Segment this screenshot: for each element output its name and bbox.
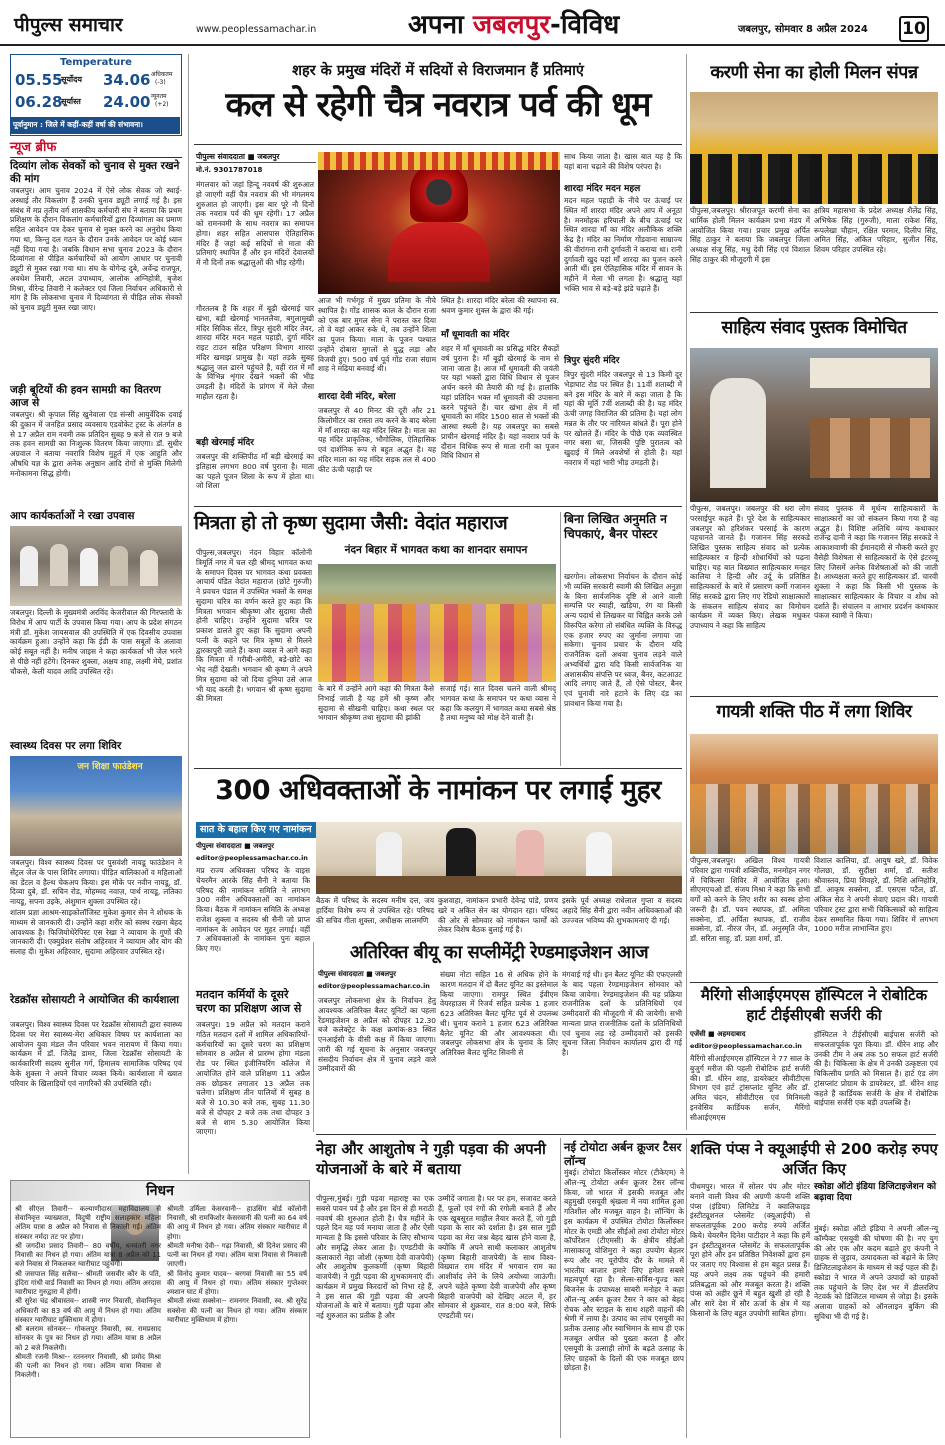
news-brief-label: न्यूज ब्रीफ [10,140,57,155]
book-launch-photo [690,348,938,502]
section-suffix: -विविध [550,10,620,40]
mitrata-text: पीपुल्स,जबलपुर। नंदन विहार कॉलोनी त्रिमूर्ति नगर में चल रही श्रीमद् भागवत कथा के समापन दिवस पर भागवत कथा प्रवक्ता आचार्य पंडित वेदांत महाराज (छोटे गुरुजी) ने प्रवचन पंडाल में उपस्थित भक्तों के समक्ष सुदामा चरित्र का वर्णन करते हुए कहा कि मित्रता भगवान श्रीकृष्ण और सुदामा जैसी होनी चाहिए। उन्होंने सुदामा चरित्र पर प्रकाश डालते हुए कहा कि सुदामा अपनी पत्नी के कहने पर मित्र कृष्ण से मिलने द्वारकापुरी जाते हैं। कथा व्यास ने आगे कहा कि मित्रता में गरीबी-अमीरी, बड़े-छोटे का भेद नहीं देखती। भगवान श्री कृष्ण ने अपने मित्र सुदामा को जो दिया दुनिया उसे आज भी याद करती है। भगवान श्री कृष्ण सुदामा की मित्रता [196,548,312,704]
bu-text-2: संख्या नोटा सहित 16 से अधिक होने के कारण मतदान में दो बैलट यूनिट का इस्तेमाल किया जाएगा। रामपुर स्थित ईवीएम वेयरहाउस में रिजर्व सहित प्रत्येक 1 हजार 623 अतिरिक्त बैलट यूनिट पूर्व से उपलब्ध थी। चुनाव कराने 1 हजार 623 अतिरिक्त बैलेट यूनिट की और आवश्यकता थी। जबलपुर लोकसभा क्षेत्र के चुनाव के लिए अतिरिक्त बैलट यूनिट सिवनी से [440,970,558,1058]
sunset-time: 06.28 [15,93,63,111]
advocates-text: मप्र राज्य अधिवक्ता परिषद के वाइस चेयरमैन आरके सिंह सैनी ने बताया कि परिषद की नामांकन समिति ने लगभग 300 नवीन अधिवक्ताओं का नामांकन किया। बैठक में नामांकन समिति के अध्यक्ष राजेश शुक्ला व सदस्य श्री सैनी जो प्राप्त नामांकन के आवेदन पर मुहर लगाई। वहीं 7 अधिवक्ताओं के नामांकन पुनः बहाल किए गए। [196,866,310,954]
main-col1-a: मंगलवार को जहां हिन्दू नववर्ष की शुरुआत हो जाएगी वहीं चैत्र नवरात्र की भी मंगलमय शुरुआत हो जाएगी। इस बार पूरे नौ दिनों तक नवरात्र पर्व की धूम रहेगी। 17 अप्रैल को रामनवमी के साथ नवरात्र का समापन होगा। शहर सहित आसपास ऐतिहासिक मंदिर हैं जहां कई सदियों से माता की प्रतिमाएं स्थापित हैं और इन मंदिरों देवालयों में नौ दिनों तक श्रद्धालुओं की भीड़ रहेगी। [196,180,314,268]
brief-1-title: दिव्यांग लोक सेवकों को चुनाव से मुक्त रखने की मांग [10,160,180,185]
website[interactable]: www.peoplessamachar.in [196,24,317,35]
brief-6-title: रेडक्रॉस सोसायटी ने आयोजित की कार्यशाला [10,994,180,1006]
training-text: जबलपुर। 19 अप्रैल को मतदान कराने गठित मतदान दलों में शामिल अधिकारियों-कर्मचारियों का दूसरे चरण का प्रशिक्षण सोमवार 8 अप्रैल से प्रारम्भ होगा मंडला रोड पर स्थित इंजीनियरिंग कॉलेज में आयोजित होने वाले प्रशिक्षण 11 अप्रैल तक छोड़कर लगातार 13 अप्रैल तक चलेगा। प्रशिक्षण तीन पालियों में सुबह 8 बजे से 10.30 बजे तक, सुबह 11.30 बजे से दोपहर 2 बजे तक तथा दोपहर 3 बजे से शाम 5.30 आयोजित किया जाएगा। [196,1020,310,1137]
main-sub-3: माँ धूमावती का मंदिर [441,330,510,340]
goddess-caption: आज भी गर्भगृह में मुख्य प्रतिमा के नीचे स्थापित है। गोंड शासक काल के दौरान राजा को एक बार मुगल सेना ने परास्त कर दिया तो वे यहां आकर रुके थे, तब उन्होंने शिला का पूजन किया। माता के पूजन पश्चात उन्होंने दोबारा मुगलों से युद्ध लड़ा और विजयी हुए। 500 वर्ष पूर्व गोंड राजा संग्राम शाह ने मढ़िया बनवाई थी। [318,296,436,374]
section-city: जबलपुर [472,10,551,40]
max-label: अधिकतम [151,71,173,78]
main-col4-c: त्रिपुर सुंदरी मंदिर जबलपुर से 13 किमी दूर भेड़ाघाट रोड पर स्थित है। 11वीं शताब्दी में बने इस मंदिर के बारे में कहा जाता है कि यहां की मूर्ति 7वीं शताब्दी की है। यह मंदिर ऊंची जगह विराजित की प्रतिमा है। यहां लोग मन्नत के तौर पर नारियल बांधते हैं। पूरा होने पर खोलते हैं। मंदिर के पीछे एक व्यवस्थित नगर बसा था, जिसकी पुष्टि पुरातत्व को खुदाई में मिले अवशेषों से होती है। यहां नवरात्र में यहां भारी भीड़ उमड़ती है। [564,370,682,467]
bu-text-1: जबलपुर लोकसभा क्षेत्र के निर्वाचन हेतु आवश्यक अतिरिक्त बैलट यूनिटों का पहला रेंडमाइजेशन 8 अप्रैल को दोपहर 12.30 बजे कलेक्ट्रेट के कक्ष क्रमांक-83 स्थित एनआईसी के वीसी कक्ष में किया जाएगा। जारी की गई सूचना के अनुसार जबलपुर संसदीय निर्वाचन क्षेत्र में चुनाव लड़ने वाले उम्मीदवारों की [318,996,436,1074]
skoda-text: मुंबई। स्कोडा ऑटो इंडिया ने अपनी ऑल-न्यू कॉम्पैक्ट एसयूवी की घोषणा की है। नए युग की ओर एक और कदम बढ़ाते हुए कंपनी ने ग्राहक से जुड़ाव, उत्पादकता को बढ़ाने के लिए डिजिटलाइजेशन के माध्यम से कई पहल की हैं। स्कोडा ने भारत में अपने उत्पादों को ग्राहकों तक पहुंचाने के लिए देश भर में डीलरशिप नेटवर्क को डिजिटल माध्यम से जोड़ा है। इसके अलावा ग्राहकों को ऑनलाइन बुकिंग की सुविधा भी दी गई है। [814,1224,938,1321]
mitrata-cap-1: के बारे में उन्होंने आगे कहा की मित्रता कैसे निभाई जाती है यह हमें श्री कृष्ण और सुदामा से सीखनी चाहिए। कथा स्थल पर भगवान श्रीकृष्ण तथा सुदामा की झांकी [318,684,434,723]
advocates-photo [316,822,682,894]
main-byline: पीपुल्स संवाददाता ■ जबलपुर [196,152,316,163]
advocates-byline: पीपुल्स संवाददाता ■ जबलपुर [196,842,274,850]
mitrata-headline: मित्रता हो तो कृष्ण सुदामा जैसी: वेदांत महाराज [194,512,508,534]
forecast-strip: पूर्वानुमान : जिले में कहीं-कहीं वर्षा की संभावना। [11,117,180,134]
min-diff: (+2) [155,101,169,108]
marengo-text-1: मैरिंगो सीआईएमएस हॉस्पिटल ने 77 साल के बुजुर्ग मरीज की पहली रोबोटिक हार्ट सर्जरी की। डॉ. धीरेन शाह, डायरेक्टर सीवीटीएस विभाग एवं हार्ट ट्रांसप्लांट यूनिट और डॉ. अमित चंदन, सीवीटीएस एवं मिनिमली इनवेसिव कार्डियक सर्जन, मैरिंगो सीआईएमएस [690,1054,810,1122]
karni-text: क्षत्रिय महासभा के प्रदेश अध्यक्ष शैलेंद्र सिंह, अभिषेक सिंह (गुरुजी), माला राकेश सिंह, रूपलेखा चौहान, रक्षित परमार, दिलीप सिंह, अमित सिंह, अंकित परिहार, सुजीत सिंह, शिवम परिहार उपस्थित रहे। [814,206,938,255]
max-temp: 34.06 [103,71,151,89]
obituary-header [11,1181,309,1201]
bu-headline: अतिरिक्त बीयू का सप्लीमेंट्री रेण्डमाइजेशन आज [349,942,649,963]
main-col4-a: साथ किया जाता है। खास बात यह है कि यहां बाना चढ़ाने की विशेष परंपरा है। [564,152,682,171]
divider [316,1134,936,1135]
obituary-title: निधन [146,1183,174,1199]
goddess-photo [318,152,560,294]
advocates-cap-2: कुशवाहा, नामांकन प्रभारी देवेन्द्र पांडे, प्रणय खरे व अकित सेन का योगदान रहा। परिषद की ओर से सोमवार को नामांकन फार्मों को लेकर विशेष बैठक बुलाई गई है। [438,896,558,935]
training-headline: मतदान कर्मियों के दूसरे चरण का प्रशिक्षण आज से [196,988,302,1016]
brief-4-title: स्वास्थ्य दिवस पर लगा शिविर [10,740,122,752]
obituary-col-1: श्री सीएल तिवारी-- कल्याणीदास महाविद्यालय से सेवानिवृत्त व्याख्याता, विदुषी राष्ट्रीय सलाहकार महिला अंतिम यात्रा 8 अप्रैल को निवास से निकाली गई। अंतिम संस्कार नर्मदा तट पर होगा। श्री जगदीश प्रसाद तिवारी-- 80 वर्षीय, धनवंतरी नगर निवासी का निधन हो गया। अंतिम यात्रा 8 अप्रैल को 11 बजे निवास से निकलकर ग्वारीघाट पहुंचेगी। श्री जसपाल सिंह सलैचा-- श्रीमती जसवीर कौर के पति, इंदिरा गांधी वार्ड निवासी का निधन हो गया। अंतिम अरदास ग्वारीघाट गुरुद्वारा में होगी। श्री सुरेश चंद्र श्रीवास्तव-- शास्त्री नगर निवासी, सेवानिवृत्त अधिकारी का 83 वर्ष की आयु में निधन हो गया। अंतिम संस्कार ग्वारीघाट मुक्तिधाम में होगा। श्री बलराम सोनकर-- गोकलपुर निवासी, स्व. रामप्रसाद सोनकर के पुत्र का निधन हो गया। अंतिम यात्रा 8 अप्रैल को 2 बजे निकलेगी। श्रीमती रजनी मिश्रा-- रतननगर निवासी, श्री प्रमोद मिश्रा की पत्नी का निधन हो गया। अंतिम यात्रा निवास से निकलेगी। [15,1205,161,1380]
health-camp-photo [10,756,182,856]
issue-date: जबलपुर, सोमवार 8 अप्रैल 2024 [738,24,868,35]
main-col4-b: मदन महल पहाड़ी के नीचे पर ऊंचाई पर स्थित माँ शारदा मंदिर अपने आप में अनूठा है। मनमोहक हरियाली के बीच ऊंचाई पर स्थित शारदा माँ का मंदिर अलौकिक शक्ति केंद्र है। मंदिर का निर्माण गोंडवाना साम्राज्य की वीरांगना रानी दुर्गावती ने कराया था। रानी दुर्गावती खुद यहां माँ शारदा का पूजन करने आती थीं। इस ऐतिहासिक मंदिर में सावन के महीने में मेला भी लगता है। श्रद्धालु यहां भक्ति भाव से बड़े-बड़े झंडे चढ़ाते हैं। [564,196,682,293]
main-col3-b: शहर में माँ धूमावती का प्रसिद्ध मंदिर सैकड़ों वर्ष पुराना है। माँ बूढ़ी खेरमाई के नाम से जाना जाता है। आज माँ धूमावती की जयंती पर यहां भक्तों द्वारा विधि विधान से पूजन अर्चन करने की तैयारी की गई है। हालांकि यहां प्रतिदिन भक्त माँ धूमावती की उपासना करने पहुंचते हैं। चार खंभा क्षेत्र में माँ धूमावती का मंदिर 1500 साल से भक्तों की आस्था स्थली है। यह जबलपुर का सबसे प्राचीन खेरमाई मंदिर है। यहां नवरात्र पर्व के दौरान विधिक रूप से माता रानी का पूजन विधि विधान से [441,344,559,461]
sahitya-headline: साहित्य संवाद पुस्तक विमोचित [721,318,907,338]
main-sub-2: शारदा देवी मंदिर, बरेला [318,392,396,402]
advocates-headline: 300 अधिवक्ताओं के नामांकन पर लगाई मुहर [215,775,661,806]
sahitya-caption: पीपुल्स, जबलपुर। जबलपुर की धरा लोग परसाईपुर कहते हैं। पूरे देश के साहित्यकार जबलपुर को हरिशंकर परसाई के कारण पहचानते जानते हैं। गजानन सिंह सरकडे लिखित पुस्तक साहित्य संवाद को प्रत्येक साहित्यकार व हिन्दी शोधार्थियों को पढ़ना चाहिए। यह बात विख्यात साहित्यकार मनहर कालिया ने हिन्दी और उर्दू के प्रतिष्ठित साहित्यकारों के बारे में प्रसारण कर्मी गजानन सिंह सरकडे द्वारा लिए गए रेडियो साक्षात्कारों के संकलन साहित्य संवाद का विमोचन कार्यक्रम में व्यक्त किए। लेखक मधुकर उपाध्याय ने कहा कि साहित्य [690,504,810,631]
divider [313,942,314,1132]
bu-text-3: मंगवाई गई थी। इन बैलट यूनिट की एफएलसी के बाद पहला रेण्डमाइजेशन सोमवार को किया जायेगा। रेण्डमाइजेशन की यह प्रक्रिया राजनीतिक दलों के प्रतिनिधियों एवं उम्मीदवारों की मौजूदगी में की जायेगी। सभी मान्यता प्राप्त राजनीतिक दलों के प्रतिनिधियों एवं चुनाव लड़ रहे उम्मीदवारों को इसकी सूचना जिला निर्वाचन कार्यालय द्वारा दी गई है। [562,970,683,1058]
neha-text-1: पीपुल्स,मुंबई। गुड़ी पड़वा महाराष्ट्र का एक सबसे पावन पर्व है और इस दिन से ही मराठी नववर्ष की शुरुआत होती है। चैत्र महीने के पहले दिन यह पर्व मनाया जाता है और ऐसी मान्यता है कि इससे परिवार के लिए सौभाग्य और समृद्धि लेकर आता है। एण्डटीवी के कलाकारों नेहा जोशी (कृष्णा देवी वाजपेयी) और आशुतोष कुलकर्णी (कृष्ण बिहारी वाजपेयी) ने गुड़ी पड़वा की शुभकामनाएं दीं। कार्यक्रम में प्रमुख किरदारों को निभा रहे हैं, ने इस साल की गुड़ी पड़वा की अपनी योजनाओं के बारे में बताया। गुड़ी पड़वा और नई शुरुआत का प्रतीक है और [316,1194,434,1321]
gayatri-caption: पीपुल्स,जबलपुर। अखिल विश्व गायत्री परिवार द्वारा गायत्री शक्तिपीठ, मनमोहन नगर में चिकित्सा शिविर में आयोजित हुआ। सीएमएचओ डॉ. संजय मिश्रा ने कहा कि सभी वर्गों को करने के लिए शरीर का स्वस्थ होना जरूरी है। डॉ. पवन स्थापक, डॉ. अमिता सक्सेना, डॉ. अर्पिता स्थापक, डॉ. राजीव सक्सेना, डॉ. नीरज जैन, डॉ. अनुस्मृति जैन, डॉ. सरिता साहू, डॉ. प्रज्ञा शर्मा, डॉ. [690,856,810,944]
gayatri-text: विशाल कालिया, डॉ. आयुष खरे, डॉ. विवेक गोलछा, डॉ. सुदीक्षा शर्मा, डॉ. सतीश श्रीवास्तव, प्रिया शिवहरे, डॉ. निशि अग्निहोत्रि, डॉ. आकृष सक्सेना, डॉ. एसएस पटैल, डॉ. अंकित सेठ ने अपनी सेवाएं प्रदान की। गायत्री परिवार ट्रस्ट द्वारा सभी चिकित्सकों को साहित्य देकर सम्मानित किया गया। शिविर में लगभग 1000 मरीज लाभान्वित हुए। [814,856,938,934]
main-kicker: शहर के प्रमुख मंदिरों में सदियों से विराजमान हैं प्रतिमाएं [292,63,584,79]
shakti-text: पीथमपुर। भारत में सोलर पंप और मोटर बनाने वाली विश्व की अग्रणी कंपनी शक्ति पंप्स (इंडिया) लिमिटेड ने क्वालिफाइड इंस्टीट्यूशनल प्लेसमेंट (क्यूआईपी) से सफलतापूर्वक 200 करोड़ रुपये अर्जित किये। चेयरमैन दिनेश पाटीदार ने कहा कि हमें इन इंस्टीट्यूशनल प्लेसमेंट के सफलतापूर्वक पूरा होने और इन प्रतिष्ठित निवेशकों द्वारा हम पर जताए गए विश्वास से हम बहुत प्रसन्न हैं। यह अपने लक्ष्य तक पहुंचने की हमारी प्रतिबद्धता को और मजबूत करता है। शक्ति पंप्स को अहीर छूने में बहुत खुशी हो रही है और सारे देश में सौर ऊर्जा के क्षेत्र में यह किसानों के लिए बहुत उपयोगी साबित होगा। [690,1182,810,1318]
divider [10,157,182,158]
obituary-col-2: श्रीमती उर्मिला केसरवानी-- हाउसिंग बोर्ड कॉलोनी निवासी, श्री रामकिशोर केसरवानी की पत्नी का 64 वर्ष की आयु में निधन हो गया। अंतिम संस्कार ग्वारीघाट में होगा। श्रीमती मनीषा देवी-- गढ़ा निवासी, श्री दिनेश प्रसाद की पत्नी का निधन हो गया। अंतिम यात्रा निवास से निकाली जाएगी। श्री विनोद कुमार यादव-- बरगवां निवासी का 55 वर्ष की आयु में निधन हो गया। अंतिम संस्कार गुप्तेश्वर श्मशान घाट में होगा। श्रीमती संध्या सक्सेना-- रामनगर निवासी, स्व. श्री सुरेंद्र सक्सेना की पत्नी का निधन हो गया। अंतिम संस्कार ग्वारीघाट मुक्तिधाम में होगा। [167,1205,307,1324]
weather-box [10,54,182,136]
main-col2-b: जबलपुर से 40 मिनट की दूरी और 21 किलोमीटर का रास्ता तय करने के बाद बरेला में माँ शारदा का यह मंदिर स्थित है। माता का यह मंदिर प्राकृतिक, भौगोलिक, ऐतिहासिक एवं दार्शनिक रूप से बहुत अद्भुत है। यह मंदिर माता का यह मंदिर सड़क तल से 400 फीट ऊंची पहाड़ी पर [318,406,436,474]
marengo-email[interactable]: editor@peoplessamachar.co.in [690,1042,802,1050]
gayatri-camp-photo [690,734,938,854]
shakti-headline: शक्ति पंप्स ने क्यूआईपी से 200 करोड़ रुपए अर्जित किए [690,1140,938,1178]
neha-headline: नेहा और आशुतोष ने गुड़ी पड़वा की अपनी योजनाओं के बारे में बताया [316,1140,546,1178]
karni-caption: पीपुल्स,जबलपुर। श्रीराजपूत करणी सेना का धार्मिक होली मिलन कार्यक्रम प्रभा मंडप में आयोजित किया गया। प्रचार प्रमुख अर्पित सिंह ठाकुर ने बताया कि जबलपुर जिला अध्यक्ष संजू सिंह, मधु देवी सिंह एवं विशाल सिंह ठाकुर की मौजूदगी में इस [690,206,810,264]
section-prefix: अपना [408,10,473,40]
divider [686,54,687,1130]
marengo-headline: मैरिंगो सीआईएमएस हॉस्पिटल ने रोबोटिक हार्ट टीईसीएबी सर्जरी की [700,986,928,1024]
divider [560,512,561,766]
divider [194,144,682,145]
advocates-email[interactable]: editor@peoplessamachar.co.in [196,854,308,862]
divider [188,54,189,1174]
max-diff: (-3) [155,79,166,86]
page-number: 10 [899,16,929,42]
brief-6-text: जबलपुर। विश्व स्वास्थ्य दिवस पर रेडक्रॉस सोसायटी द्वारा स्वास्थ्य दिवस पर मेरा स्वास्थ्य-मेरा अधिकार विषय पर कार्यशाला का आयोजन युवा मंडल जैन परिवार भवन नारायण में किया गया। कार्यक्रम में डॉ. जितेंद्र डामर, जिला रेडक्रॉस सोसायटी के कार्यकारिणी सदस्य सुनील गर्ग, हिमालय सामाजिक परिषद एवं केके शुक्ला ने अपने विचार व्यक्त किये। कार्यशाला में ख्यात परिवार के खिलाड़ियों एवं नागरिकों की उपस्थिति रही। [10,1020,182,1088]
min-label: न्यूनतम [151,93,167,100]
weather-title: Temperature [60,57,132,68]
marengo-text-2: हॉस्पिटल ने टीईसीएबी बाईपास सर्जरी को सफलतापूर्वक पूरा किया। डॉ. धीरेन शाह और उनकी टीम ने अब तक 50 सफल हार्ट सर्जरी की है। चिकित्सा के क्षेत्र में उनकी उत्कृष्टता एवं चिकित्सीय प्रगति को मिसाल है। हार्ट एंड लंग ट्रांसप्लांट प्रोग्राम के डायरेक्टर, डॉ. धीरेन शाह कहते हैं कार्डियक सर्जरी के क्षेत्र में रोबोटिक बाईपास सर्जरी एक बड़ी उपलब्धि है। [814,1030,938,1108]
main-headline: कल से रहेगी चैत्र नवरात्र पर्व की धूम [225,85,651,125]
brief-2-text: जबलपुर। श्री कृपाल सिंह खुनेवाला एंड संन्सी आयुर्वेदिक दवाई की दुकान में जनहित प्रसाद व्यवसाय एडवोकेट ट्रस्ट के अंतर्गत 8 से 17 अप्रैल राम नवमी तक प्रतिदिन सुबह 9 बजे से रात 9 बजे तक हवन सामग्री का निःशुल्क वितरण किया जाएगा। डॉ. सुधीर अग्रवाल ने बताया नवरात्रि विशेष मुहूर्त में एक आहुति और औषधि यज्ञ के द्वारा अनेक अनुष्ठान आदि रोगों से मुक्ति मिलेगी मनोकामना सिद्ध होगी। [10,410,182,478]
binalikhit-headline: बिना लिखित अनुमति न चिपकाएं, बैनर पोस्टर [564,512,667,541]
masthead [0,0,945,46]
skoda-headline: स्कोडा ऑटो इंडिया डिजिटाइजेशन को बढ़ावा दिया [814,1182,937,1204]
advocates-cap-3: इसके पूर्व अध्यक्ष राधेलाल गुप्ता व सदस्य अहादे सिंह सैनी द्वारा नवीन अधिवक्ताओं की उज्ज्वल भविष्य की शुभकामनाएं दी गई। [562,896,682,925]
advocates-cap-1: बैठक में परिषद के सदस्य मनीष दत्त, जय हार्दिया विशेष रूप से उपस्थित रहे। परिषद की सचिव गीता शुक्ला, अधीक्षक लालमणि [316,896,434,925]
brief-2-title: जड़ी बूटियों की हवन सामग्री का वितरण आज से [10,384,161,409]
divider [690,982,938,983]
main-sub-1: बड़ी खेरमाई मंदिर [196,438,254,448]
sunrise-time: 05.55 [15,71,63,89]
brief-3-text: जबलपुर। दिल्ली के मुख्यमंत्री अरविंद केजरीवाल की गिरफ्तारी के विरोध में आप पार्टी के उपवास किया गया। आप के प्रदेश संगठन मंत्री डॉ. मुकेश जायसवाल की उपस्थिति में एक दिवसीय उपवास कार्यक्रम हुआ। उन्होंने कहा कि ईडी के पास सबूतों के अलावा कोई सबूत नहीं है। मनीष जाइस ने कहा कार्यकर्ता भी जेल भरने से पीछे नहीं हटेंगे। दिनकर शुक्ला, अक्षय शाह, लक्ष्मी मेघे, प्रशांत चौकसे, केली यादव आदि उपस्थित रहे। [10,608,182,676]
divider [690,312,938,313]
main-phone: मो.नं. 9301787018 [196,166,263,174]
toyota-text: मुंबई। टोयोटा किर्लोस्कर मोटर (टीकेएम) ने ऑल-न्यू टोयोटा अर्बन क्रूजर टैसर लॉन्च किया, जो भारत में इसकी मजबूत और बहुमुखी एसयूवी श्रृंखला में नया शामिल हुआ गतिशील और मजबूत वाहन है। लॉन्चिंग के इस कार्यक्रम में उपस्थित टोयोटा किर्लोस्कर मोटर के एमडी और सीईओ तथा टोयोटा मोटर कॉर्पोरेशन (टीएमसी) के क्षेत्रीय सीईओ मासाकाजू योशिमुरा ने कहा उपयोग बेहतर रूप और नए यूरोपीय दौर के मामले में भारतीय बाजार हमारे लिए हमेशा सबसे महत्वपूर्ण रहा है। सेल्स-सर्विस-यूज्ड कार बिजनेस के उपाध्यक्ष साबरी मनोहर ने कहा ऑल-न्यू अर्बन क्रूजर टैसर ने कार को बेहद रोचक और स्टाइल के साथ शहरी वाहनों की श्रेणी में लाया है। उत्पाद का लांच एसयूवी का प्रतीक उत्साह और स्वाभिमान के साथ ही एक मजबूत अपील को पुख्ता करता है और एसयूवी के उत्साही लोगों के बढ़ते उत्साह के लिए ग्राहकों के दिलों की एक मजबूत छाप छोड़ता है। [564,1168,684,1373]
divider [560,1138,561,1438]
bu-email[interactable]: editor@peoplessamachar.co.in [318,982,430,990]
main-sub-5: त्रिपुर सुंदरी मंदिर [564,356,620,366]
binalikhit-text: खरगोन। लोकसभा निर्वाचन के दौरान कोई भी व्यक्ति सरकारी स्वामी की लिखित अनुज्ञा के बिना सार्वजनिक दृष्टि से आने वाली सम्पत्ति पर स्याही, खड़िया, रंग या किसी अन्य पदार्थ से लिखकर या चिह्नित करके उसे विरूपित करेगा तो संबंधित व्यक्ति के विरुद्ध एक हजार रुपए का जुर्माना लगाया जा सकेगा। चुनाव प्रचार के दौरान यदि राजनैतिक दलों अथवा चुनाव लड़ने वाले अभ्यर्थियों द्वारा यदि किसी सार्वजनिक या अशासकीय संपत्ति पर ध्वज, बैनर, कटआउट आदि लगाए जाते हैं, तो ऐसे पोस्टर, बैनर एवं चुनावी नारे हटाने के लिए दंड का प्रावधान किया गया है। [564,572,682,708]
neha-text-2: उम्मीदें जगाता है। घर पर हम, सजावट करते हैं, फूलों एवं रंगों की रंगोली बनाते हैं और एक खूबसूरत माहौल तैयार करते हैं, जो गुड़ी पड़वा के सार को दर्शाता है। इस साल गुड़ी पड़वा का मेरा जश्न बेहद खास होने वाला है, क्योंकि मैं अपने साथी कलाकार आशुतोष (कृष्ण बिहारी वाजपेयी) के साथ विश्व-विख्यात राम मंदिर में भगवान राम का आशीर्वाद लेने के लिये अयोध्या जाऊंगी। अपने चहेते कृष्णा देवी वाजपेयी और कृष्ण बिहारी वाजपेयी को देखिए अटल में, हर सोमवार से शुक्रवार, रात 8:00 बजे, सिर्फ एण्डटीवी पर। [438,1194,556,1321]
section-title [408,9,619,42]
main-sub-4: शारदा मंदिर मदन महल [564,184,641,194]
sunrise-label: सूर्योदय [61,75,83,84]
karni-sena-photo [690,92,938,204]
bhagwat-katha-photo [318,564,556,682]
gayatri-headline: गायत्री शक्ति पीठ में लगा शिविर [716,702,912,722]
photo-banner-text: जन शिक्षा फाउंडेशन [77,762,143,772]
brief-3-title: आप कार्यकर्ताओं ने रखा उपवास [10,510,135,522]
min-temp: 24.00 [103,93,151,111]
brief-4-text: जबलपुर। विश्व स्वास्थ्य दिवस पर पुसवंशी नायडू फाउंडेशन ने सेंट्रल जेल के पास शिविर लगाया। पीड़ित बालिकाओं व महिलाओं का डेंटल व हैल्थ चेकअप किया। इस मौके पर नवीन नायडू, डॉ. दिव्या दुबे, डॉ. सचिन रोड, मोहम्मद नवाज़, पार्थ नायडू, लतिका नायडू, सपना उइके, अंशुमान शुक्ला उपस्थित रहे। [10,858,182,907]
paper-logo: पीपुल्स समाचार [14,14,123,36]
obituary-box [10,1180,310,1438]
main-col3-a: स्थित है। शारदा मंदिर बरेला की स्थापना स्व. श्रवण कुमार शुक्ल के द्वारा की गई। [441,296,559,315]
mitrata-cap-2: सजाई गई। सात दिवस चलने वाली श्रीमद् भागवत कथा के समापन पर कथा व्यास ने कहा कि कलयुग में भागवत कथा सबसे श्रेष्ठ है तथा मनुष्य को मोक्ष देने वाली है। [440,684,556,723]
brief-5-text: शांतम प्रज्ञा आश्रम-साइकोलॉजिस्ट मुकेश कुमार सेन ने शोधक के माध्यम से जानकारी दी। उन्होंने कहा शरीर को स्वस्थ रखना बेहद आवश्यक है। फिजियोथेरेपिस्ट एस रेखा ने व्यायाम के गुणों की जानकारी दी। एक्युप्रेशर संतोष अहिरवार ने व्यायाम और योग की सलाह दी। मुकेश अहिरवार, सुदामा अहिरवार उपस्थित रहे। [10,908,182,957]
bu-byline: पीपुल्स संवाददाता ■ जबलपुर [318,970,396,978]
mitrata-deck: नंदन बिहार में भागवत कथा का शानदार समापन [344,544,528,556]
karni-headline: करणी सेना का होली मिलन संपन्न [710,62,918,83]
aap-protest-photo [10,526,182,606]
advocates-deck: सात के बहाल किए गए नामांकन [196,822,368,838]
sunset-label: सूर्यास्त [61,97,81,106]
main-col1-b: गौरतलब है कि शहर में बूढ़ी खेरमाई चार खंभा, बड़ी खेरमाई भानतलैया, बगुलामुखी मंदिर सिविक सेंटर, त्रिपुर सुंदरी मंदिर तेवर, शारदा मंदिर मदन महल पहाड़ी, दुर्गा मंदिर राइट टाउन सहित परिक्षण विभाग शारदा मंदिर खमाझ प्रामुख है। यहां तड़के सुबह श्रद्धालु जल ढारने पहुंचते हैं, वहीं रात में माँ के विभिन्न शृंगार देखने भक्तों की भीड़ उमड़ती है। मंदिरों के प्रांगण में मेले जैसा माहौल रहता है। [196,304,314,401]
divider [686,1138,687,1438]
marengo-byline: एजेंसी ■ अहमदाबाद [690,1030,746,1038]
divider [690,696,938,697]
divider [194,768,682,769]
divider [194,506,682,507]
brief-1-text: जबलपुर। आम चुनाव 2024 में ऐसे लोक सेवक जो स्थाई-अस्थाई तौर विकलांग हैं उनकी चुनाव ड्यूटी लगाई गई है। इस संबंध में मप्र तृतीय वर्ग शासकीय कर्मचारी संघ ने बताया कि प्रथम प्रशिक्षण के दौरान विकलांग कर्मचारियों द्वारा दिव्यांगता का प्रमाण सहित आवेदन पत्र देकर चुनाव से मुक्त करने का अनुरोध किया गया था, किन्तु दल गठन के दौरान उनके आवेदन पर कोई ध्यान नहीं दिया गया है। जबकि विधान सभा चुनाव 2023 के दौरान दिव्यांगता से पीड़ित कर्मचारियों को आयोग आधार पर चुनावी ड्यूटी से मुक्त रखा गया था। संघ के योगेन्द्र दुबे, अर्वेन्द्र राजपूत, अवधेश तिवारी, अटल उपाध्याय, आलोक अग्निहोत्री, बृजेश मिश्रा, वीरेन्द्र तिवारी ने कलेक्टर एवं जिला निर्वाचन अधिकारी से मांग है कि लोकसभा चुनाव में दिव्यांगता से पीड़ित लोक सेवकों को चुनाव ड्यूटी मुक्त रखा जाए। [10,186,182,313]
sahitya-text: संवाद पुस्तक में मूर्धन्य साहित्यकारों के साक्षात्कारों का जो संकलन किया गया है वह अद्भुत है। विशिष्ट अतिथि व्यंग्य कथाकार राजेन्द्र दानी ने कहा कि गजानन सिंह सरकडे ने आकाशवाणी की ईमानदारी से नौकरी करते हुए वैसेही विशेषता से साहित्यकारों के ऐसे इंटरव्यू लिए जिसमें अनेक विशेषताओं को की जाती है। आध्यक्षता करते हुए साहित्यकार डॉ. चारवी शुक्ला ने कहा कि किसी भी पुस्तक के साक्षात्कार साहित्यकार के विचार व शोध को दर्शाते हैं। संचालन व आभार प्रदर्शन कथाकार पंकज स्वामी ने किया। [814,504,938,621]
toyota-headline: नई टोयोटा अर्बन क्रूजर टैसर लॉन्च [564,1140,682,1169]
main-col1-c: जबलपुर की शक्तिपीठ माँ बड़ी खेरमाई का इतिहास लगभग 800 वर्ष पुराना है। माता का पहले पूजन शिला के रूप में होता था। जो शिला [196,452,314,491]
